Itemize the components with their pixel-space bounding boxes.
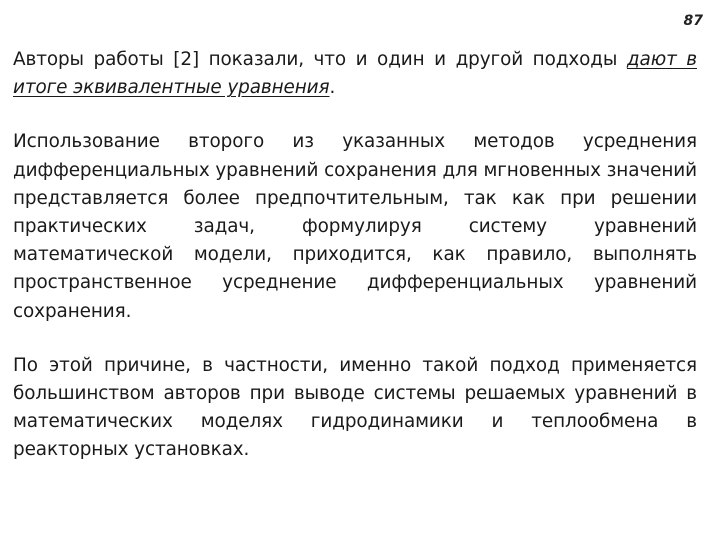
- page-number: 87: [683, 13, 703, 29]
- paragraph-1: [13, 46, 697, 102]
- document-body: [13, 46, 697, 465]
- paragraph-1-lead: Авторы работы [2] показали, что и один и другой подходы: [13, 49, 627, 70]
- paragraph-3: По этой причине, в частности, именно такой подход применяется большинством авторов при выводе системы решаемых уравнений в математических моделях гидродинамики и теплообмена в реакторных установках.: [13, 354, 697, 461]
- paragraph-2: Использование второго из указанных методов усреднения дифференциальных уравнений сохранения для мгновенных значений представляется более предпочтительным, так как при решении практических задач, формулируя систему уравнений математической модели, приходится, как правило, выполнять пространственное усреднение дифференциальных уравнений сохранения.: [13, 131, 697, 322]
- paragraph-1-tail: .: [329, 77, 336, 99]
- paragraph-1-emphasis: дают в итоге эквивалентные уравнения: [13, 49, 697, 99]
